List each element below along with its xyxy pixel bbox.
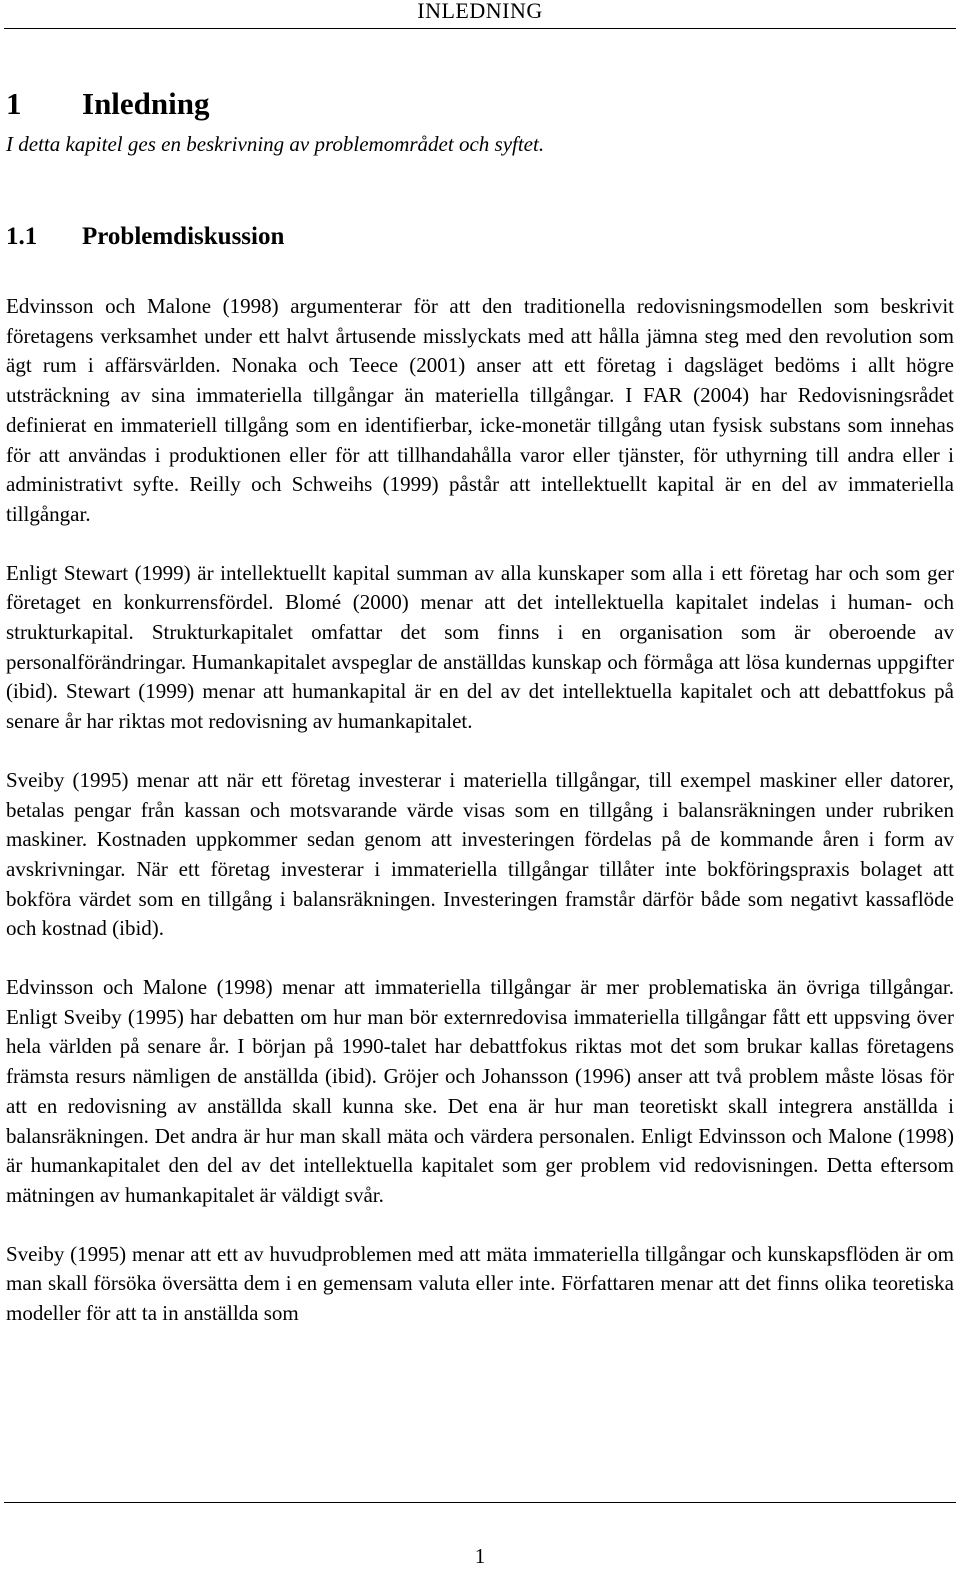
section-number: 1.1 [6,223,38,250]
running-header: INLEDNING [417,0,543,23]
section-heading [6,222,284,252]
paragraph-3: Sveiby (1995) menar att när ett företag investerar i materiella tillgångar, till exempel maskiner eller datorer, betalas pengar från kassan och motsvarande värde visas som en tillgång i balansräkningen under rubriken maskiner. Kostnaden uppkommer sedan genom att investeringen fördelas på de kommande åren i form av avskrivningar. När ett företag investerar i immateriella tillgångar tillåter inte bokföringspraxis bolaget att bokföra värdet som en tillgång i balansräkningen. Investeringen framstår därför både som negativt kassaflöde och kostnad (ibid). [6,767,954,941]
footer-rule [4,1502,956,1503]
chapter-title: Inledning [82,86,210,121]
paragraph-4: Edvinsson och Malone (1998) menar att immateriella tillgångar är mer problematiska än övriga tillgångar. Enligt Sveiby (1995) har debatten om hur man bör externredovisa immateriella tillgångar fått ett uppsving över hela världen på senare år. I början på 1990-talet har debattfokus riktas mot det som brukar kallas företagens främsta resurs nämligen de anställda (ibid). Gröjer och Johansson (1996) anser att två problem måste lösas för att en redovisning av anställda skall kunna ske. Det ena är hur man teoretiskt skall integrera anställda i balansräkningen. Det andra är hur man skall mäta och värdera personalen. Enligt Edvinsson och Malone (1998) är humankapitalet den del av det intellektuella kapitalet som ger problem vid redovisningen. Detta eftersom mätningen av humankapitalet är väldigt svår. [6,975,954,1207]
paragraph-2: Enligt Stewart (1999) är intellektuellt kapital summan av alla kunskaper som alla i ett företag har och som ger företaget en konkurrensfördel. Blomé (2000) menar att det intellektuella kapitalet indelas i human- och strukturkapital. Strukturkapitalet omfattar det som finns i en organisation som är oberoende av personalförändringar. Humankapitalet avspeglar de anställdas kunskap och förmåga att lösa kundernas uppgifter (ibid). Stewart (1999) menar att humankapital är en del av det intellektuella kapitalet och att debattfokus på senare år har riktas mot redovisning av humankapitalet. [6,560,954,734]
chapter-intro: I detta kapitel ges en beskrivning av problemområdet och syftet. [6,132,545,156]
section-title: Problemdiskussion [82,223,285,250]
chapter-heading [6,86,210,122]
body-text [6,292,954,1358]
chapter-number: 1 [6,86,22,121]
paragraph-1: Edvinsson och Malone (1998) argumenterar för att den traditionella redovisningsmodellen som beskrivit företagens verksamhet under ett halvt årtusende misslyckats med att hålla jämna steg med den revolution som ägt rum i affärsvärlden. Nonaka och Teece (2001) anser att ett företag i dagsläget bedöms i allt högre utsträckning av sina immateriella tillgångar än materiella tillgångar. I FAR (2004) har Redovisningsrådet definierat en immateriell tillgång som en identifierbar, icke-monetär tillgång utan fysisk substans som innehas för att användas i produktionen eller för att tillhandahålla varor eller tjänster, för uthyrning till andra eller i administrativt syfte. Reilly och Schweihs (1999) påstår att intellektuellt kapital är en del av immateriella tillgångar. [6,294,954,526]
page-number: 1 [474,1544,486,1568]
header-rule [4,28,956,29]
paragraph-5: Sveiby (1995) menar att ett av huvudproblemen med att mäta immateriella tillgångar och kunskapsflöden är om man skall försöka översätta dem i en gemensam valuta eller inte. Författaren menar att det finns olika teoretiska modeller för att ta in anställda som [6,1241,954,1326]
